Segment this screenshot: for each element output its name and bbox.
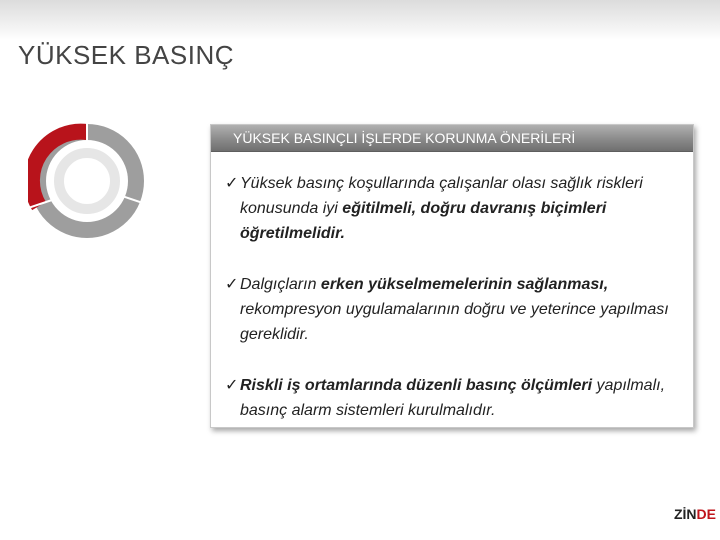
top-band (0, 0, 720, 40)
bullet-text-part: Yüksek basınç koşullarında çalışanlar olası sağlık riskleri konusunda iyi (240, 175, 643, 217)
bullet-text-part: yapılmalı, basınç alarm sistemleri kurulmalıdır. (240, 377, 666, 419)
logo-part1: ZİN (673, 506, 697, 522)
bullet-item (225, 373, 693, 423)
bullet-text-part: Riskli iş ortamlarında düzenli basınç ölçümleri (240, 377, 593, 394)
bullet-text-part: eğitilmeli, doğru davranış biçimleri öğretilmelidir. (240, 200, 607, 242)
logo-part2: DE (696, 506, 716, 522)
check-icon: ✓ (225, 377, 239, 394)
bullet-text-part: erken yükselmemelerinin sağlanması, (320, 276, 609, 293)
check-icon: ✓ (225, 175, 239, 192)
segmented-ring-icon (28, 122, 146, 240)
recommendations-panel (210, 124, 694, 428)
bullet-item (225, 272, 693, 347)
panel-header: YÜKSEK BASINÇLI İŞLERDE KORUNMA ÖNERİLERİ (211, 125, 693, 152)
bullet-text-part: Dalgıçların (240, 276, 321, 293)
bullet-item (225, 171, 693, 246)
zinde-logo (674, 506, 716, 522)
slide-title: YÜKSEK BASINÇ (18, 40, 235, 70)
check-icon: ✓ (225, 276, 239, 293)
bullet-list (211, 152, 693, 423)
bullet-text-part: rekompresyon uygulamalarının doğru ve yeterince yapılması gereklidir. (240, 301, 669, 343)
